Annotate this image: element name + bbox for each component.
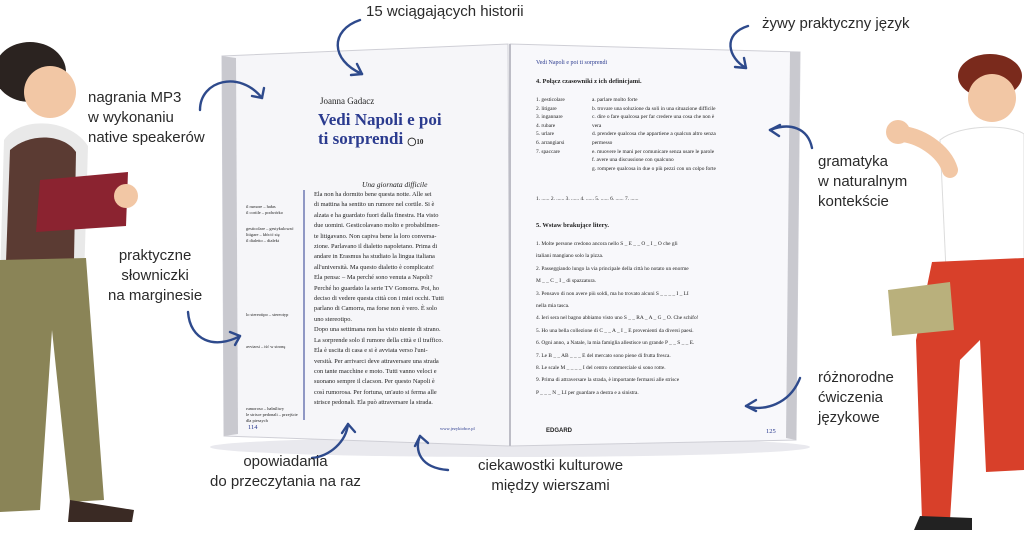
callout-audio-line: w wykonaniu — [88, 109, 174, 126]
page-number-left: 114 — [248, 424, 258, 431]
gloss-entry: lo stereotipo – stereotyp — [246, 312, 289, 317]
callout-exercises — [818, 368, 894, 428]
fill-in-item: 7. Le B _ _ AB _ _ _ E del mercato sono piene di frutta fresca. — [536, 352, 671, 359]
story-line: La sorprende solo il rumore della città e il traffico. — [314, 336, 444, 344]
story-text — [314, 190, 474, 409]
left-page-edge — [222, 56, 238, 436]
callout-stories: 15 wciągających historii — [366, 3, 524, 20]
gloss-entry: avviarsi – iść w stronę — [246, 344, 286, 349]
story-author: Joanna Gadacz — [320, 96, 375, 106]
fill-in-item: nella mia tasca. — [536, 303, 570, 310]
verb-item: 1. gesticolare — [536, 97, 565, 103]
exercise-5-items — [536, 238, 780, 399]
callout-exercises-line: różnorodne — [818, 369, 894, 386]
gloss-entry: rumoroso – hałaśliwy — [246, 406, 285, 411]
story-line: versità. Per arrivarci deve attraversare una strada — [314, 357, 439, 365]
exercise-4-title: 4. Połącz czasowniki z ich definicjami. — [536, 78, 642, 85]
callout-glossary-line: praktyczne — [118, 247, 192, 264]
definition-item: f. avere una discussione con qualcuno — [592, 157, 674, 164]
callout-audio-line: nagrania MP3 — [88, 89, 182, 106]
story-line: alzata e ha guardato fuori dalla finestra. Ha visto — [314, 211, 439, 219]
definition-item: a. parlare molto forte — [592, 97, 638, 103]
man-hand — [114, 184, 138, 208]
story-title-text: ti sorprendi — [318, 129, 404, 148]
callout-audio-line: native speakerów — [88, 129, 205, 146]
man-face — [24, 66, 76, 118]
story-line: Dopo una settimana non ha visto niente di strano. — [314, 326, 441, 334]
woman-face — [968, 74, 1016, 122]
fill-in-item: 1. Molte persone credono ancora nello S _ E _ _ O _ I _ O che gli — [536, 241, 678, 247]
fill-in-item: 4. Ieri sera nel bagno abbiamo visto uno S _ _ RA _ A _ G _ O. Che schifo! — [536, 315, 699, 322]
callout-grammar-line: gramatyka — [818, 153, 889, 170]
callout-grammar-line: w naturalnym — [818, 173, 908, 190]
verb-item: 7. spaccare — [536, 148, 560, 155]
verb-item: 3. ingannare — [536, 114, 563, 121]
exercise-4-verbs — [536, 96, 565, 156]
verb-item: 6. arrangiarsi — [536, 139, 565, 146]
callout-language: żywy praktyczny język — [762, 15, 910, 32]
callout-reading-line: do przeczytania na raz — [210, 473, 361, 490]
verb-item: 4. rubare — [536, 122, 556, 129]
gloss-entry: le strisce pedonali – przejście dla pieszych — [246, 412, 298, 423]
gloss-entry: il dialetto – dialekt — [246, 238, 280, 243]
track-number: 10 — [416, 138, 424, 146]
fill-in-item: P _ _ _ N _ LI per guardare a destra e a sinistra. — [536, 389, 639, 396]
story-line: Ela pensa: – Ma perché sono venuta a Napoli? — [314, 274, 433, 282]
callout-reading — [210, 452, 361, 492]
publisher-logo: EDGARD — [546, 428, 573, 434]
publisher-url: www.jezykiobce.pl — [440, 426, 475, 431]
callout-exercises-line: ćwiczenia — [818, 389, 884, 406]
fill-in-item: M _ _ C _ I _ di spazzatura. — [536, 278, 597, 285]
story-line: Ela non ha dormito bene questa notte. Alle sei — [314, 191, 432, 198]
story-line: deciso di vedere questa città con i miei occhi. Tutti — [314, 295, 444, 303]
callout-exercises-line: językowe — [818, 409, 880, 426]
gloss-entry: litigare – kłócić się — [246, 232, 280, 237]
exercise-4-definitions — [592, 96, 782, 173]
woman-hand — [886, 120, 910, 144]
running-header: Vedi Napoli e poi ti sorprendi — [536, 60, 608, 66]
gloss-entry: il cortile – podwórko — [246, 210, 283, 215]
story-subtitle: Una giornata difficile — [362, 180, 428, 189]
definition-item: vera — [592, 122, 602, 129]
fill-in-item: 3. Pensavo di non avere più soldi, ma ho trovato alcuni S _ _ _ _ I _ LI — [536, 290, 689, 297]
callout-grammar — [818, 152, 907, 212]
verb-item: 2. litigare — [536, 105, 557, 112]
callout-audio — [88, 88, 205, 148]
definition-item: c. dire o fare qualcosa per far credere una cosa che non è — [592, 114, 715, 121]
story-line: Ela è uscita di casa e si è avviata verso l'uni- — [314, 347, 428, 355]
man-book — [36, 172, 128, 232]
definition-item: permesso — [592, 139, 613, 146]
story-line: suonano sempre il clacson. Per questo Napoli è — [314, 378, 435, 386]
woman-shoe — [914, 516, 972, 530]
definition-item: b. trovare una soluzione da soli in una situazione difficile — [592, 105, 716, 112]
fill-in-item: 8. Le scale M _ _ _ _ I del centro commerciale si sono rotte. — [536, 365, 666, 372]
margin-glossary — [246, 204, 302, 424]
callout-culture — [478, 456, 623, 496]
fill-in-item: 9. Prima di attraversare la strada, è importante fermarsi alle strisce — [536, 377, 680, 384]
callout-culture-line: ciekawostki kulturowe — [478, 457, 624, 474]
callout-grammar-line: kontekście — [818, 193, 889, 210]
page-number-right: 125 — [766, 428, 776, 435]
callout-glossary-line: na marginesie — [108, 287, 203, 304]
callout-culture-line: między wierszami — [491, 477, 610, 494]
story-title-line — [318, 129, 442, 152]
story-line: andare in Erasmus ha studiato la lingua italiana — [314, 253, 435, 261]
story-line: te litigavano. Non capiva bene la loro conversa- — [314, 232, 437, 240]
story-line: due uomini. Gesticolavano molto e probabilmen- — [314, 222, 440, 230]
story-line: con tante macchine e moto. Tutti vanno veloci e — [314, 367, 437, 375]
fill-in-item: 2. Passeggiando lungo la via principale della città ho notato un enorme — [536, 265, 689, 272]
gloss-entry: gesticolare – gestykulować — [246, 226, 294, 231]
callout-glossary — [108, 246, 202, 306]
fill-in-item: 6. Ogni anno, a Natale, la mia famiglia allestisce un grande P _ _ S _ _ E. — [536, 340, 695, 347]
story-line: strisce pedonali. Ela può attraversare la strada. — [314, 399, 433, 407]
woman-shirt — [940, 127, 1024, 270]
man-shoe — [68, 500, 134, 522]
fill-in-item: 5. Ho una bella collezione di C _ _ A _ I _ E provenienti da diversi paesi. — [536, 327, 694, 334]
definition-item: d. prendere qualcosa che appartiene a qualcun altro senza — [592, 131, 716, 138]
exercise-4-answers: 1. ...... 2. ...... 3. ...... 4. ...... 5. ...... 6. ...... 7. ...... — [536, 196, 639, 202]
verb-item: 5. urlare — [536, 131, 554, 138]
story-line: di mattina ha sentito un rumore nel cortile. Si è — [314, 201, 435, 209]
story-line: uno stereotipo. — [314, 315, 352, 323]
story-title-line: Vedi Napoli e poi — [318, 110, 442, 129]
gloss-entry: il rumore – hałas — [246, 204, 276, 209]
callout-reading-line: opowiadania — [243, 453, 328, 470]
definition-item: g. rompere qualcosa in due o più pezzi con un colpo forte — [592, 165, 716, 172]
fill-in-item: italiani mangiano solo la pizza. — [536, 253, 604, 260]
story-line: zione. Parlavano il dialetto napoletano. Prima di — [314, 243, 438, 251]
woman-book — [888, 282, 954, 336]
definition-item: e. muovere le mani per comunicare senza usare le parole — [592, 148, 715, 155]
story-line: all'università. Ma questo dialetto è complicato! — [314, 263, 435, 271]
story-line: Perché ho guardato la serie TV Gomorra. Poi, ho — [314, 284, 440, 292]
headphones-icon: ◯ — [407, 137, 417, 146]
exercise-5-title: 5. Wstaw brakujące litery. — [536, 222, 609, 229]
callout-glossary-line: słowniczki — [121, 267, 189, 284]
man-trousers — [0, 258, 104, 512]
story-line: così rumorosa. Per fortuna, un'auto si ferma alle — [314, 388, 437, 396]
story-line: parlano di Camorra, ma forse non è vero. È solo — [314, 305, 437, 313]
woman-illustration — [886, 54, 1024, 530]
story-title — [318, 110, 442, 152]
